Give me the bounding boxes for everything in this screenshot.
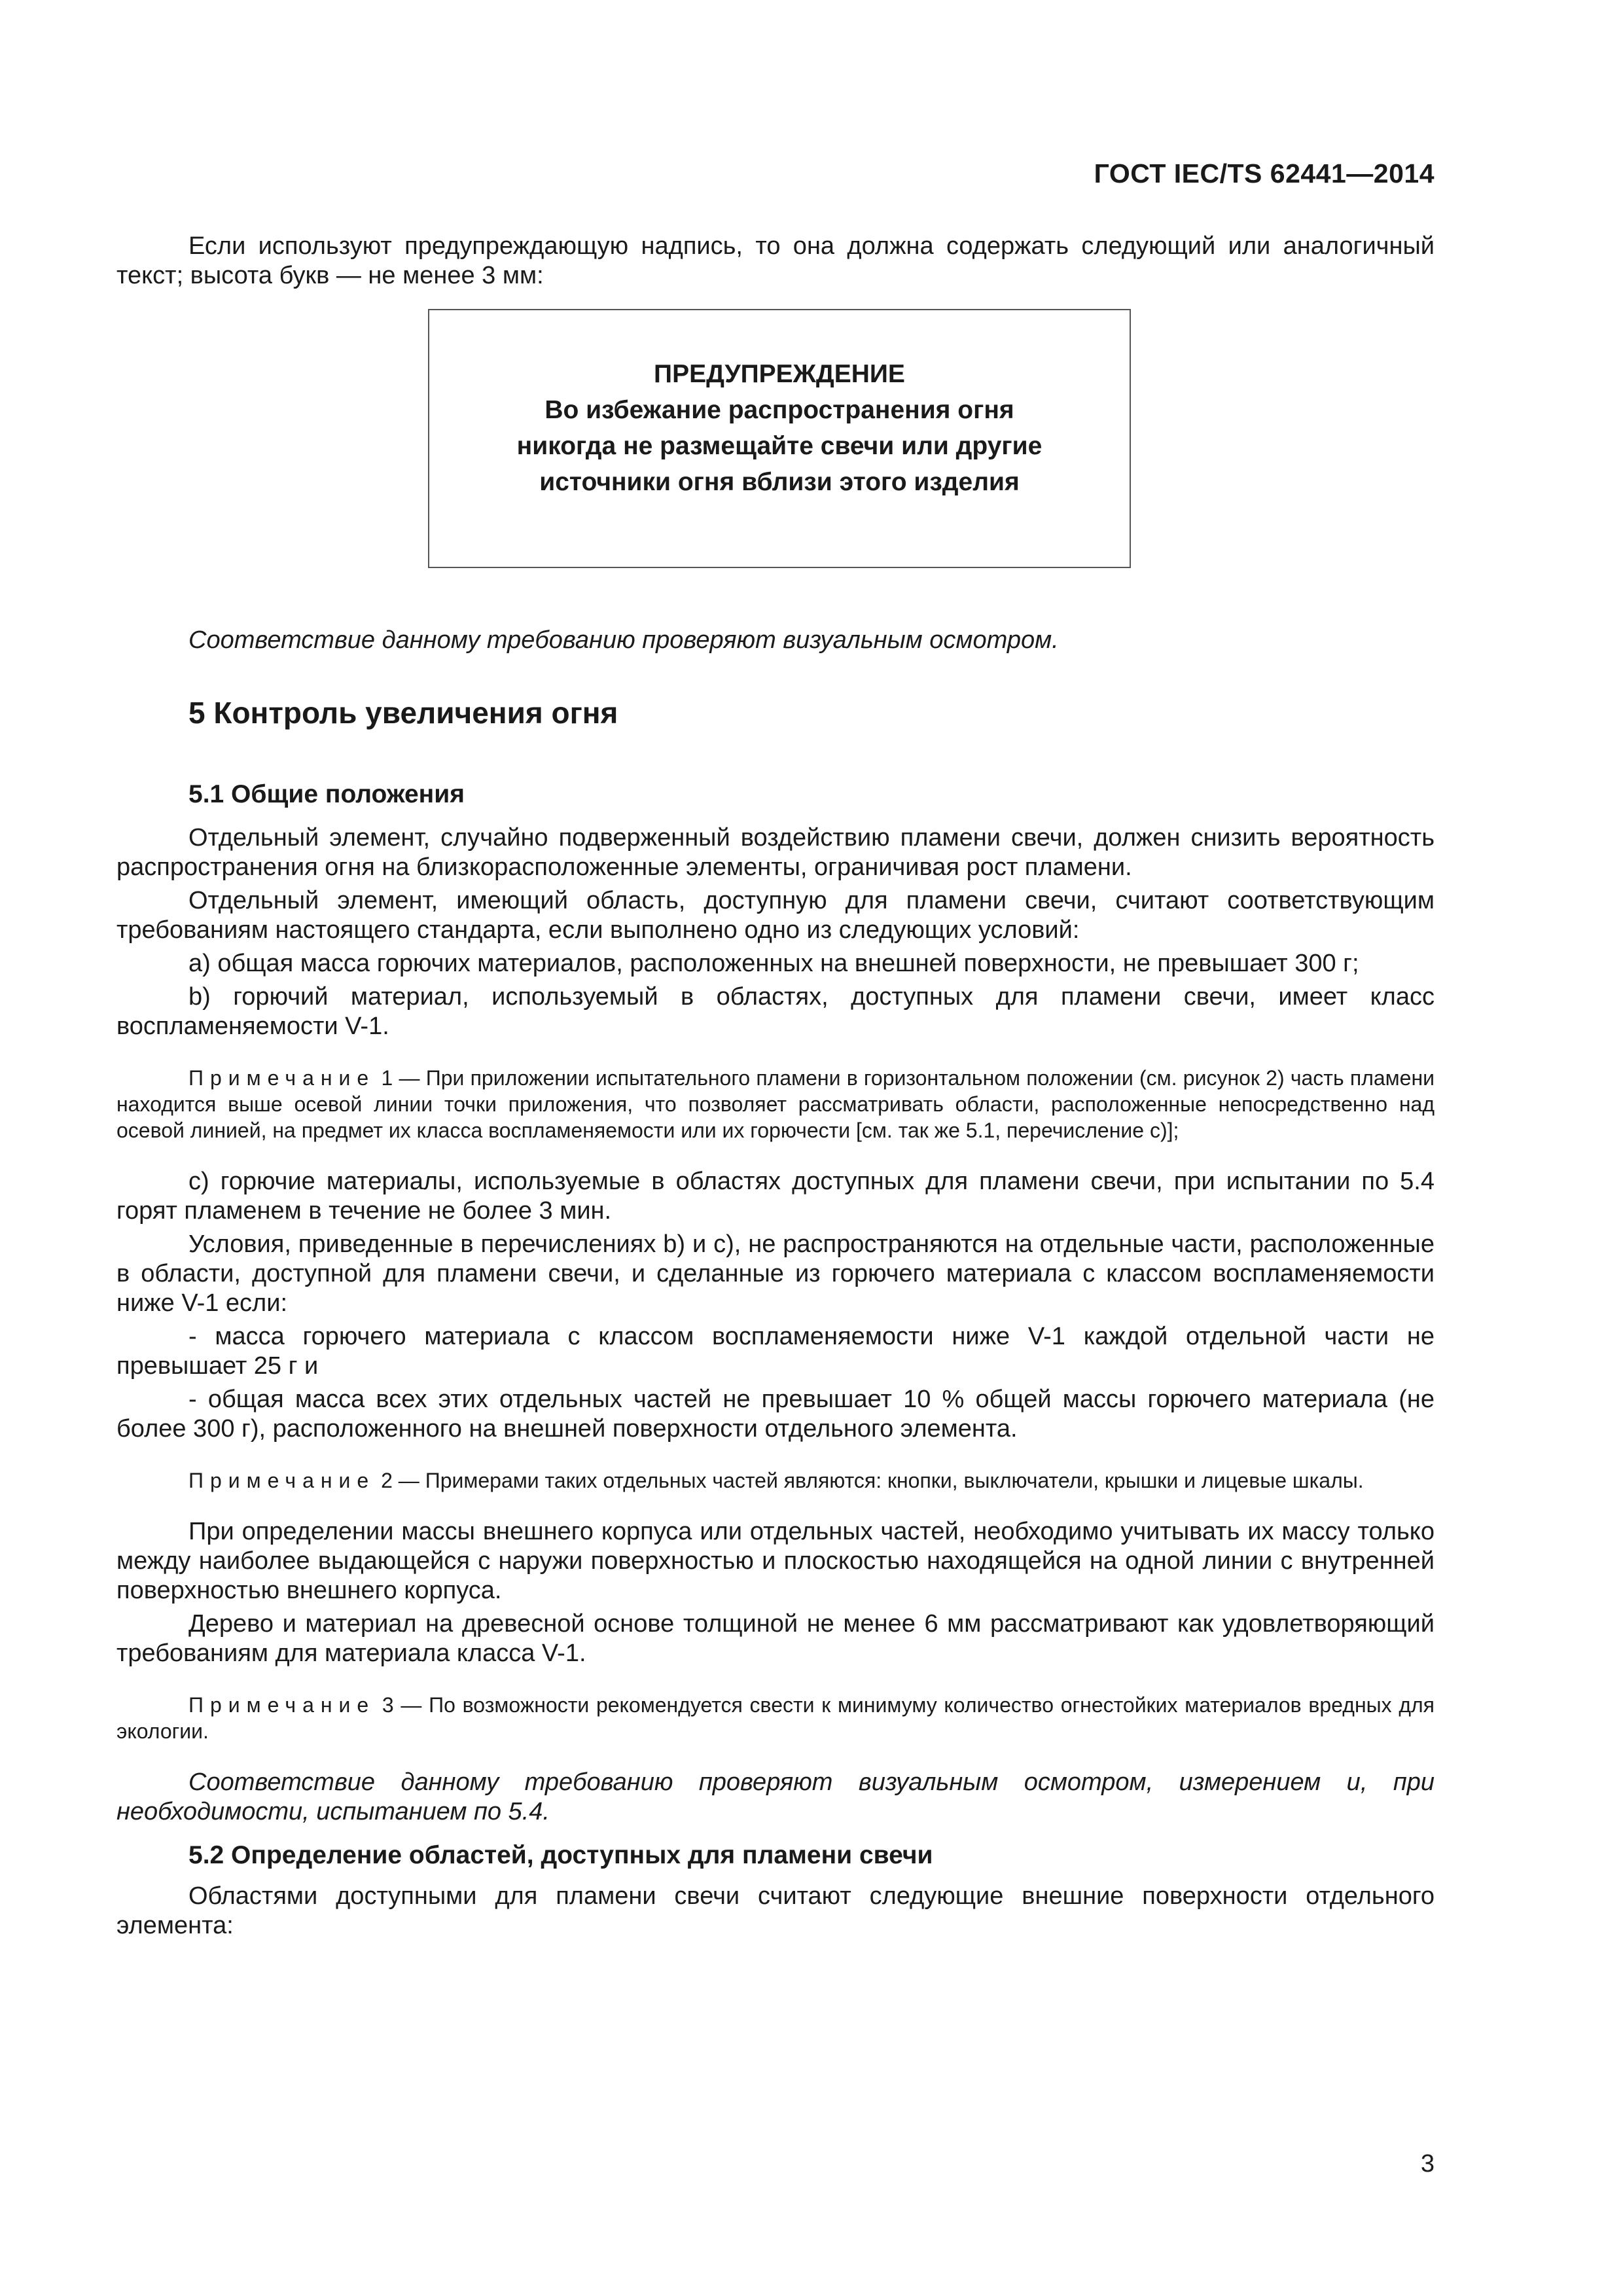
paragraph-5-1-5: Дерево и материал на древесной основе толщиной не менее 6 мм рассматривают как удовлетворяющий требованиям для материала класса V-1. [116, 1610, 1435, 1667]
warning-box [428, 309, 1131, 568]
check-paragraph-1: Соответствие данному требованию проверяют визуальным осмотром. [188, 626, 1059, 654]
list-item-a: а) общая масса горючих материалов, расположенных на внешней поверхности, не превышает 300 г; [188, 950, 1359, 977]
section-5-1-block [116, 780, 1435, 1941]
paragraph-5-1-1: Отдельный элемент, случайно подверженный воздействию пламени свечи, должен снизить вероятность распространения огня на близкорасположенные элементы, ограничивая рост пламени. [116, 824, 1435, 881]
section-5-2-title: 5.2 Определение областей, доступных для пламени свечи [188, 1841, 933, 1869]
warning-title: ПРЕДУПРЕЖДЕНИЕ [654, 360, 905, 388]
note-1-label: Примечание [188, 1066, 376, 1090]
note-3-label: Примечание [188, 1693, 376, 1717]
document-header: ГОСТ IEC/TS 62441—2014 [1094, 158, 1435, 188]
list-item-c: с) горючие материалы, используемые в областях доступных для пламени свечи, при испытании по 5.4 горят пламенем в течение не более 3 мин. [116, 1168, 1435, 1225]
section-5-block [116, 695, 1435, 730]
note-3-text: 3 — По возможности рекомендуется свести к минимуму количество огнестойких материалов вредных для экологии. [116, 1693, 1435, 1743]
note-2 [116, 1467, 1435, 1494]
warning-line-1: Во избежание распространения огня [544, 396, 1014, 424]
section-5-title: 5 Контроль увеличения огня [188, 696, 618, 730]
intro-paragraph: Если используют предупреждающую надпись, то она должна содержать следующий или аналогичный текст; высота букв — не менее 3 мм: [116, 232, 1435, 289]
list-item-b: b) горючий материал, используемый в областях, доступных для пламени свечи, имеет класс воспламеняемости V-1. [116, 983, 1435, 1040]
note-1-text: 1 — При приложении испытательного пламени в горизонтальном положении (см. рисунок 2) часть пламени находится выше осевой линии точки приложения, что позволяет рассматривать области, расположенные непосредственно над осевой линией, на предмет их класса воспламеняемости или их горючести [см. так же 5.1, перечисление с)]; [116, 1066, 1435, 1142]
note-1 [116, 1065, 1435, 1143]
paragraph-5-1-2: Отдельный элемент, имеющий область, доступную для пламени свечи, считают соответствующим требованиям настоящего стандарта, если выполнено одно из следующих условий: [116, 887, 1435, 944]
note-2-text: 2 — Примерами таких отдельных частей являются: кнопки, выключатели, крышки и лицевые шкалы. [375, 1469, 1364, 1492]
paragraph-5-1-3: Условия, приведенные в перечислениях b) и с), не распространяются на отдельные части, расположенные в области, доступной для пламени свечи, и сделанные из горючего материала с классом воспламеняемости ниже V-1 если: [116, 1230, 1435, 1317]
intro-block [116, 232, 1435, 291]
dash-item-1: - масса горючего материала с классом воспламеняемости ниже V-1 каждой отдельной части не превышает 25 г и [116, 1323, 1435, 1380]
warning-line-3: источники огня вблизи этого изделия [539, 468, 1020, 496]
check-1-block [116, 626, 1435, 655]
note-2-label: Примечание [188, 1469, 376, 1492]
dash-item-2: - общая масса всех этих отдельных частей не превышает 10 % общей массы горючего материала (не более 300 г), расположенного на внешней поверхности отдельного элемента. [116, 1386, 1435, 1443]
check-paragraph-2: Соответствие данному требованию проверяют визуальным осмотром, измерением и, при необходимости, испытанием по 5.4. [116, 1768, 1435, 1825]
section-5-1-title: 5.1 Общие положения [188, 780, 465, 808]
paragraph-5-2-1: Областями доступными для пламени свечи считают следующие внешние поверхности отдельного элемента: [116, 1882, 1435, 1939]
page-number: 3 [1420, 2150, 1435, 2178]
paragraph-5-1-4: При определении массы внешнего корпуса или отдельных частей, необходимо учитывать их массу только между наиболее выдающейся с наружи поверхностью и плоскостью находящейся на одной линии с внутренней поверхностью внешнего корпуса. [116, 1518, 1435, 1604]
note-3 [116, 1692, 1435, 1744]
warning-line-2: никогда не размещайте свечи или другие [516, 432, 1043, 460]
